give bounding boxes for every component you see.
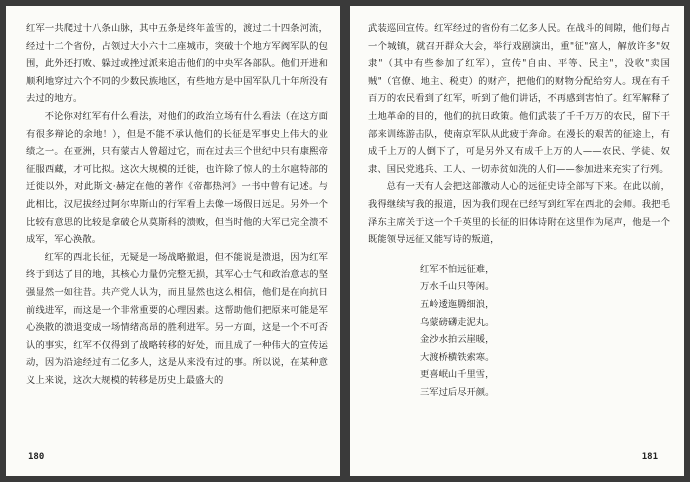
poem-line: 金沙水拍云崖暖， bbox=[420, 334, 495, 346]
poem-line: 万水千山只等闲。 bbox=[420, 281, 495, 293]
left-page bbox=[6, 6, 340, 476]
poem bbox=[420, 261, 670, 402]
book-spread bbox=[6, 6, 684, 476]
body-paragraph: 总有一天有人会把这部激动人心的远征史诗全部写下来。在此以前，我得继续写我的报道，因为我们现在已经写到红军在西北的会师。我把毛泽东主席关于这一个千英里的长征的旧体诗附在这里作为尾声，他是一个既能领导远征又能写诗的叛道， bbox=[368, 181, 670, 246]
body-paragraph: 红军一共爬过十八条山脉，其中五条是终年盖雪的，渡过二十四条河流，经过十二个省份，占领过大小六十二座城市，突破十个地方军阀军队的包围，此外还打败、躲过或挫过派来追击他们的中央军各部队。他们开进和顺利地穿过六个不同的少数民族地区，有些地方是中国军队几十年所没有去过的地方。 bbox=[26, 23, 328, 105]
poem-line: 五岭逶迤腾细浪， bbox=[420, 298, 495, 310]
page-number: 181 bbox=[641, 452, 658, 462]
poem-line: 更喜岷山千里雪， bbox=[420, 369, 495, 381]
body-paragraph: 不论你对红军有什么看法，对他们的政治立场有什么看法（在这方面有很多辩论的余地！），但是不能不承认他们的长征是军事史上伟大的业绩之一。在亚洲，只有蒙古人曾超过它，而在过去三个世纪中只有康熙帝征服西藏，才可比拟。这次大规模的迁徙，也许除了惊人的土尔扈特部的迁徙以外，对此斯文·赫定在他的著作《帝都热河》一书中曾有记述。与此相比，汉尼拔经过阿尔卑斯山的行军看上去像一场假日远足。另外一个比较有意思的比较是拿破仑从莫斯科的溃败，但当时他的大军已完全溃不成军，军心涣散。 bbox=[26, 110, 328, 246]
body-paragraph: 红军的西北长征，无疑是一场战略撤退，但不能说是溃退，因为红军终于到达了目的地，其核心力量仍完整无损，其军心士气和政治意志的坚强显然一如往昔。共产党人认为，而且显然也这么相信，他们是在向抗日前线进军，而这是一个非常重要的心理因素。这帮助他们把原来可能是军心涣散的溃退变成一场情绪高昂的胜利进军。另一方面，这是一个不可否认的事实，红军不仅得到了战略转移的好处，而且成了一种伟大的宣传运动，因为沿途经过有二亿多人，这是从来没有过的事。所以说，在某种意义上来说，这次大规模的转移是历史上最盛大的 bbox=[26, 251, 328, 386]
poem-line: 乌蒙磅礴走泥丸。 bbox=[420, 316, 495, 328]
right-page bbox=[350, 6, 684, 476]
body-paragraph: 武装巡回宣传。红军经过的省份有二亿多人民。在战斗的间隙，他们每占一个城镇，就召开群众大会，举行戏剧演出，重"征"富人，解放许多"奴隶"（其中有些参加了红军），宣传"自由、平等、民主"，没收"卖国贼"（官僚、地主、税吏）的财产，把他们的财物分配给穷人。现在有千百万的农民看到了红军，听到了他们讲话，不再感到害怕了。红军解释了土地革命的目的，他们的抗日政策。他们武装了千千万万的农民，留下干部来训练游击队，使南京军队从此疲于奔命。在漫长的艰苦的征途上，有成千上万的人倒下了，可是另外又有成千上万的人——农民、学徒、奴隶、国民党逃兵、工人、一切赤贫如洗的人们——参加进来充实了行列。 bbox=[368, 23, 670, 175]
poem-line: 红军不怕远征难， bbox=[420, 263, 495, 275]
poem-line: 大渡桥横铁索寒。 bbox=[420, 351, 495, 363]
poem-line: 三军过后尽开颜。 bbox=[420, 386, 495, 398]
page-number: 180 bbox=[28, 452, 45, 462]
